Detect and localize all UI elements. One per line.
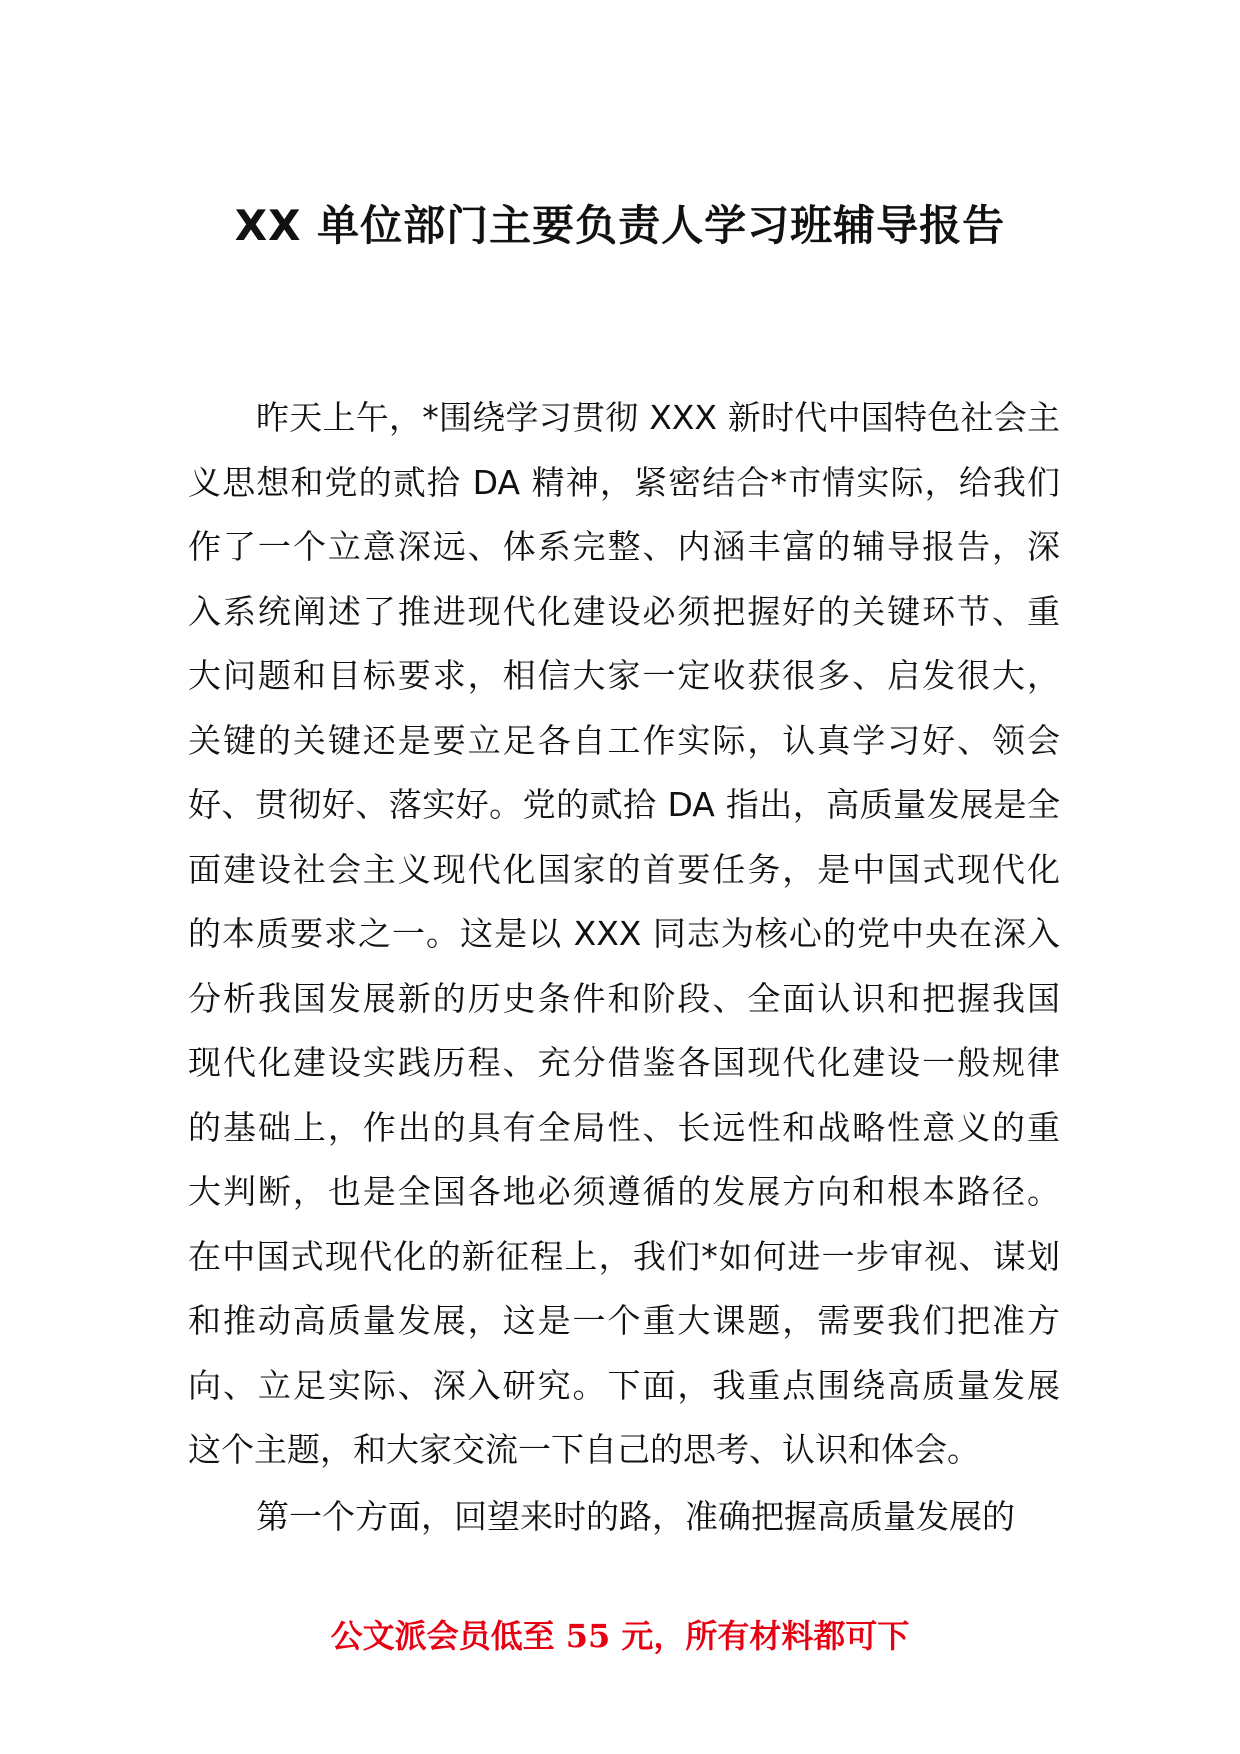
paragraph-line: 作了一个立意深远、体系完整、内涵丰富的辅导报告，深 — [188, 527, 1060, 566]
paragraph-line: 关键的关键还是要立足各自工作实际，认真学习好、领会 — [188, 720, 1060, 760]
paragraph-line: 大判断，也是全国各地必须遵循的发展方向和根本路径。 — [188, 1172, 1060, 1211]
paragraph-1 — [188, 386, 1060, 1483]
promo-banner: 公文派会员低至 55 元，所有材料都可下 — [330, 1617, 910, 1655]
paragraph-line: 昨天上午，*围绕学习贯彻 XXX 新时代中国特色社会主 — [256, 398, 1060, 437]
paragraph-2 — [188, 1485, 1060, 1550]
document-body — [188, 386, 1060, 1549]
paragraph-line: 的基础上，作出的具有全局性、长远性和战略性意义的重 — [188, 1107, 1060, 1147]
paragraph-line: 和推动高质量发展，这是一个重大课题，需要我们把准方 — [188, 1301, 1060, 1340]
paragraph-line: 第一个方面，回望来时的路，准确把握高质量发展的 — [256, 1496, 1015, 1536]
paragraph-line: 现代化建设实践历程、充分借鉴各国现代化建设一般规律 — [188, 1043, 1060, 1082]
paragraph-line: 分析我国发展新的历史条件和阶段、全面认识和把握我国 — [188, 978, 1060, 1018]
document-title: XX 单位部门主要负责人学习班辅导报告 — [234, 201, 1006, 250]
paragraph-line: 向、立足实际、深入研究。下面，我重点围绕高质量发展 — [188, 1365, 1060, 1405]
paragraph-line: 面建设社会主义现代化国家的首要任务，是中国式现代化 — [188, 849, 1060, 889]
paragraph-line: 的本质要求之一。这是以 XXX 同志为核心的党中央在深入 — [188, 914, 1060, 953]
paragraph-line: 在中国式现代化的新征程上，我们*如何进一步审视、谋划 — [188, 1236, 1060, 1276]
paragraph-line: 入系统阐述了推进现代化建设必须把握好的关键环节、重 — [188, 591, 1060, 631]
paragraph-line: 义思想和党的贰拾 DA 精神，紧密结合*市情实际，给我们 — [188, 462, 1060, 502]
paragraph-line: 这个主题，和大家交流一下自己的思考、认识和体会。 — [188, 1430, 980, 1469]
paragraph-line: 大问题和目标要求，相信大家一定收获很多、启发很大， — [188, 656, 1060, 695]
paragraph-line: 好、贯彻好、落实好。党的贰拾 DA 指出，高质量发展是全 — [188, 785, 1060, 824]
